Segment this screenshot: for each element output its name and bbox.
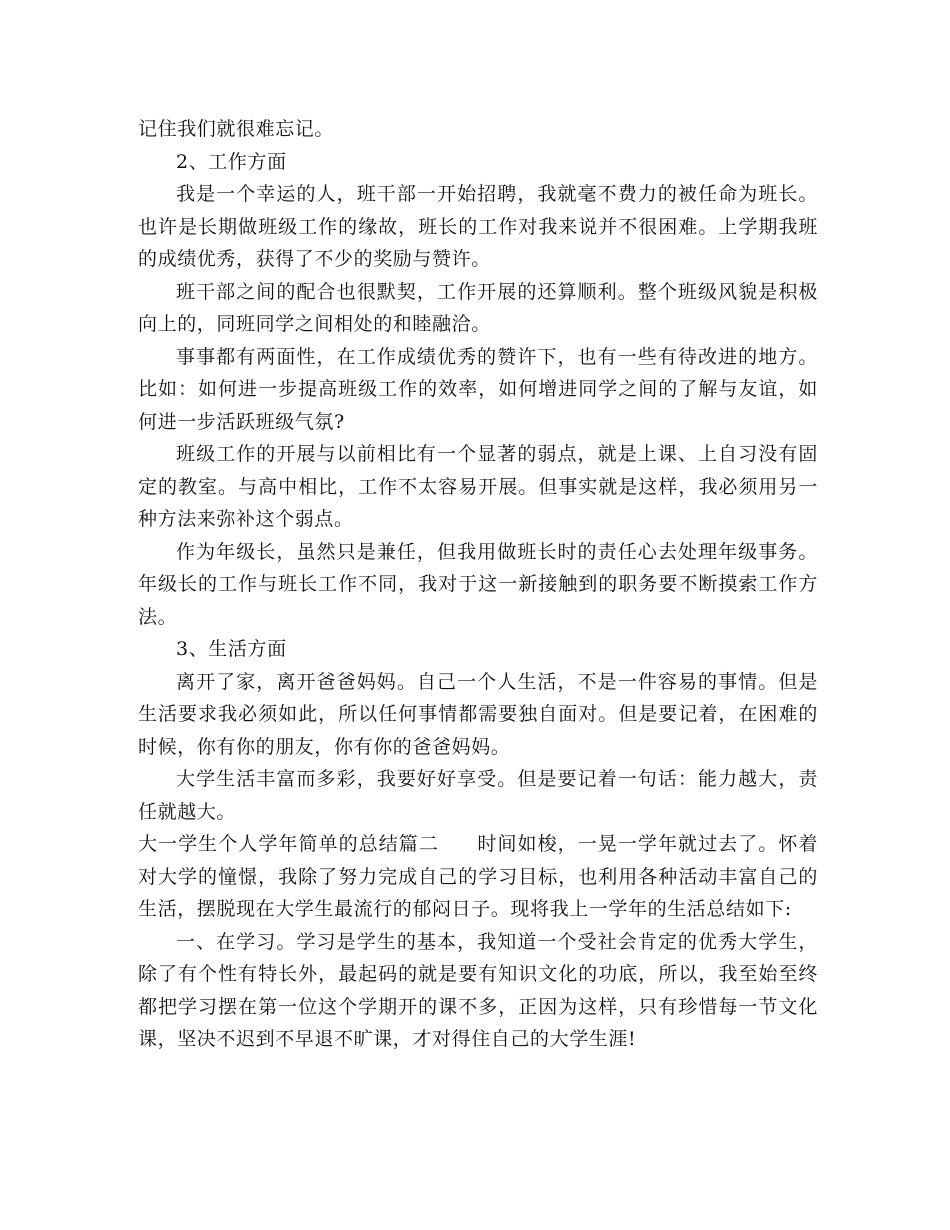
paragraph: 班干部之间的配合也很默契，工作开展的还算顺利。整个班级风貌是积极向上的，同班同学之间相处的和睦融洽。: [138, 280, 818, 335]
paragraph: 大学生活丰富而多彩，我要好好享受。但是要记着一句话：能力越大，责任就越大。: [138, 768, 818, 823]
paragraph: 一、在学习。学习是学生的基本，我知道一个受社会肯定的优秀大学生，除了有个性有特长外，最起码的就是要有知识文化的功底，所以，我至始至终都把学习摆在第一位这个学期开的课不多，正因为这样，只有珍惜每一节文化课，坚决不迟到不早退不旷课，才对得住自己的大学生涯!: [138, 930, 818, 1050]
article-intro: 时间如梭，一晃一学年就过去了。怀着对大学的憧憬，我除了努力完成自己的学习目标，也利用各种活动丰富自己的生活，摆脱现在大学生最流行的郁闷日子。现将我上一学年的生活总结如下:: [138, 833, 818, 920]
paragraph: 我是一个幸运的人，班干部一开始招聘，我就毫不费力的被任命为班长。也许是长期做班级工作的缘故，班长的工作对我来说并不很困难。上学期我班的成绩优秀，获得了不少的奖励与赞许。: [138, 183, 818, 270]
section-heading-life: 3、生活方面: [176, 638, 287, 660]
paragraph: 离开了家，离开爸爸妈妈。自己一个人生活，不是一件容易的事情。但是生活要求我必须如此，所以任何事情都需要独自面对。但是要记着，在困难的时候，你有你的朋友，你有你的爸爸妈妈。: [138, 670, 818, 758]
article-title: 大一学生个人学年简单的总结篇二: [138, 833, 439, 855]
paragraph: 班级工作的开展与以前相比有一个显著的弱点，就是上课、上自习没有固定的教室。与高中相比，工作不太容易开展。但事实就是这样，我必须用另一种方法来弥补这个弱点。: [138, 443, 818, 530]
paragraph-with-title: [138, 828, 818, 926]
section-heading-work: 2、工作方面: [176, 150, 287, 173]
paragraph: 事事都有两面性，在工作成绩优秀的赞许下，也有一些有待改进的地方。比如：如何进一步提高班级工作的效率，如何增进同学之间的了解与友谊，如何进一步活跃班级气氛?: [138, 345, 818, 433]
paragraph: 作为年级长，虽然只是兼任，但我用做班长时的责任心去处理年级事务。年级长的工作与班长工作不同，我对于这一新接触到的职务要不断摸索工作方法。: [138, 540, 818, 628]
document-body: [138, 113, 818, 1056]
paragraph-continuation: 记住我们就很难忘记。: [138, 118, 335, 140]
